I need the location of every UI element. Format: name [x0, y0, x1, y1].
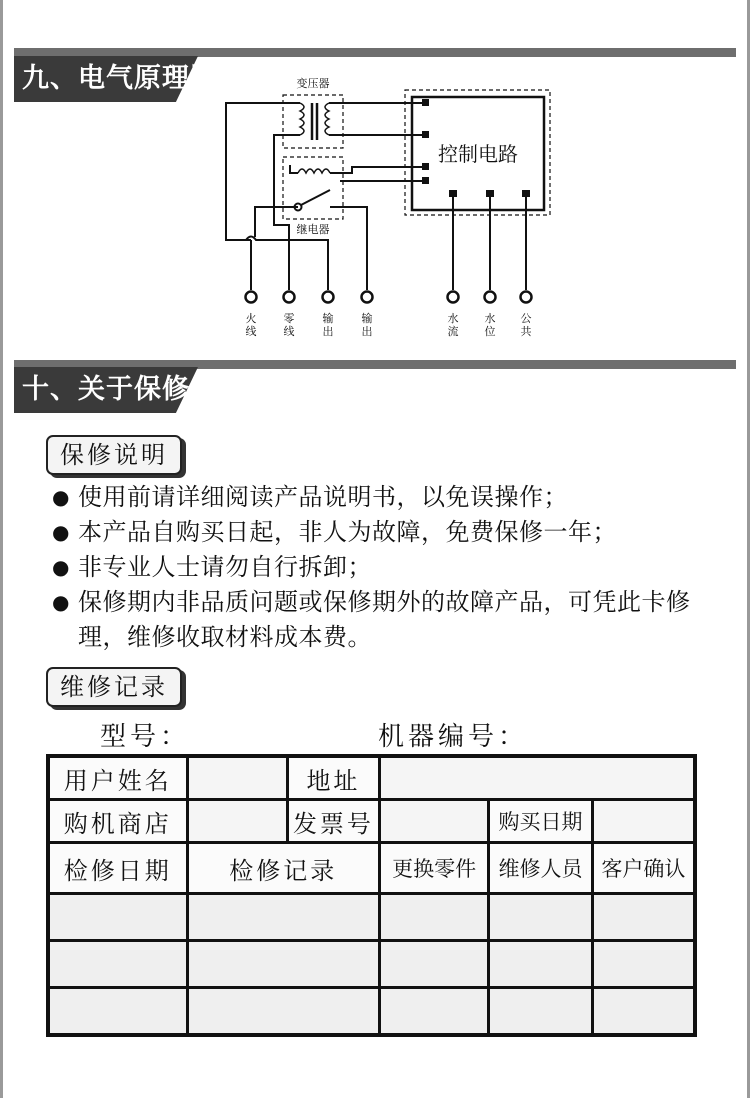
list-item: [52, 550, 742, 585]
warranty-item-text: 非专业人士请勿自行拆卸；: [78, 553, 372, 581]
bullet-dot: ●: [52, 590, 70, 614]
serial-label: 机器编号：: [378, 722, 529, 752]
terminal-water-level: [485, 292, 496, 303]
control-circuit-label: 控制电路: [438, 142, 518, 166]
terminal-label-flow-1: 水: [447, 312, 459, 325]
table-cell[interactable]: [48, 988, 187, 1036]
terminal-label-output1-2: 出: [322, 325, 334, 338]
terminal-label-level-1: 水: [484, 312, 496, 325]
table-cell[interactable]: [379, 988, 488, 1036]
terminal-label-level-2: 位: [484, 325, 496, 338]
terminal-output1: [323, 292, 334, 303]
list-item: [52, 515, 742, 550]
table-cell[interactable]: [489, 941, 593, 988]
section10-title: 十、关于保修: [22, 374, 190, 405]
table-row: [48, 988, 695, 1036]
terminal-neutral: [284, 292, 295, 303]
address-label: 地址: [287, 756, 379, 800]
col-repair-date: 检修日期: [48, 843, 187, 894]
relay-box: [283, 157, 343, 219]
table-cell[interactable]: [489, 894, 593, 941]
transformer-label: 变压器: [296, 77, 330, 90]
bullet-dot: ●: [52, 520, 70, 544]
table-cell[interactable]: [592, 941, 695, 988]
terminal-label-flow-2: 流: [447, 325, 459, 338]
table-cell[interactable]: [592, 894, 695, 941]
terminal-label-neutral-2: 线: [283, 325, 295, 338]
terminal-label-common-2: 共: [520, 325, 532, 338]
table-cell[interactable]: [48, 894, 187, 941]
invoice-label: 发票号: [287, 800, 379, 843]
col-customer-confirm: 客户确认: [592, 843, 695, 894]
terminal-water-flow: [448, 292, 459, 303]
warranty-item-text: 使用前请详细阅读产品说明书，以免误操作；: [78, 483, 568, 511]
bullet-dot: ●: [52, 485, 70, 509]
terminal-label-output2-2: 出: [361, 325, 373, 338]
list-item: [52, 480, 742, 515]
table-row: [48, 941, 695, 988]
relay-coil: [298, 169, 330, 173]
warranty-heading: 保修说明: [46, 435, 182, 475]
warranty-item-text: 本产品自购买日起，非人为故障，免费保修一年；: [78, 518, 617, 546]
warranty-item-text: 保修期内非品质问题或保修期外的故障产品，可凭此卡修理，维修收取材料成本费。: [78, 588, 691, 651]
terminal-label-live-2: 线: [245, 325, 257, 338]
table-cell[interactable]: [592, 988, 695, 1036]
invoice-value[interactable]: [379, 800, 488, 843]
purchase-date-label: 购买日期: [489, 800, 593, 843]
col-technician: 维修人员: [489, 843, 593, 894]
purchase-date-value[interactable]: [592, 800, 695, 843]
user-name-value[interactable]: [187, 756, 287, 800]
terminal-label-live-1: 火: [245, 312, 257, 325]
relay-label: 继电器: [296, 223, 330, 236]
table-cell[interactable]: [379, 941, 488, 988]
table-row: [48, 894, 695, 941]
wiring-diagram: [0, 0, 750, 350]
table-cell[interactable]: [48, 941, 187, 988]
output1-wire: [226, 237, 328, 291]
transformer-primary-coil: [300, 103, 304, 135]
user-name-label: 用户姓名: [48, 756, 187, 800]
store-label: 购机商店: [48, 800, 187, 843]
table-cell[interactable]: [379, 894, 488, 941]
section9-title: 九、电气原理图: [22, 63, 218, 94]
bullet-dot: ●: [52, 555, 70, 579]
table-cell[interactable]: [489, 988, 593, 1036]
terminal-label-output2-1: 输: [361, 312, 373, 325]
terminal-label-common-1: 公: [520, 312, 532, 325]
table-cell[interactable]: [187, 894, 379, 941]
warranty-list: [52, 480, 742, 655]
store-value[interactable]: [187, 800, 287, 843]
terminal-output2: [362, 292, 373, 303]
table-cell[interactable]: [187, 941, 379, 988]
terminal-common: [521, 292, 532, 303]
col-replaced-parts: 更换零件: [379, 843, 488, 894]
terminal-label-output1-1: 输: [322, 312, 334, 325]
neutral-wire: [274, 135, 300, 290]
repair-record-table: [46, 754, 697, 1037]
list-item: [52, 585, 742, 655]
terminal-label-neutral-1: 零: [283, 312, 295, 325]
model-label: 型号：: [100, 722, 191, 752]
transformer-secondary-coil: [325, 103, 329, 135]
address-value[interactable]: [379, 756, 695, 800]
terminal-live: [246, 292, 257, 303]
table-cell[interactable]: [187, 988, 379, 1036]
col-repair-record: 检修记录: [187, 843, 379, 894]
repair-heading: 维修记录: [46, 667, 182, 707]
